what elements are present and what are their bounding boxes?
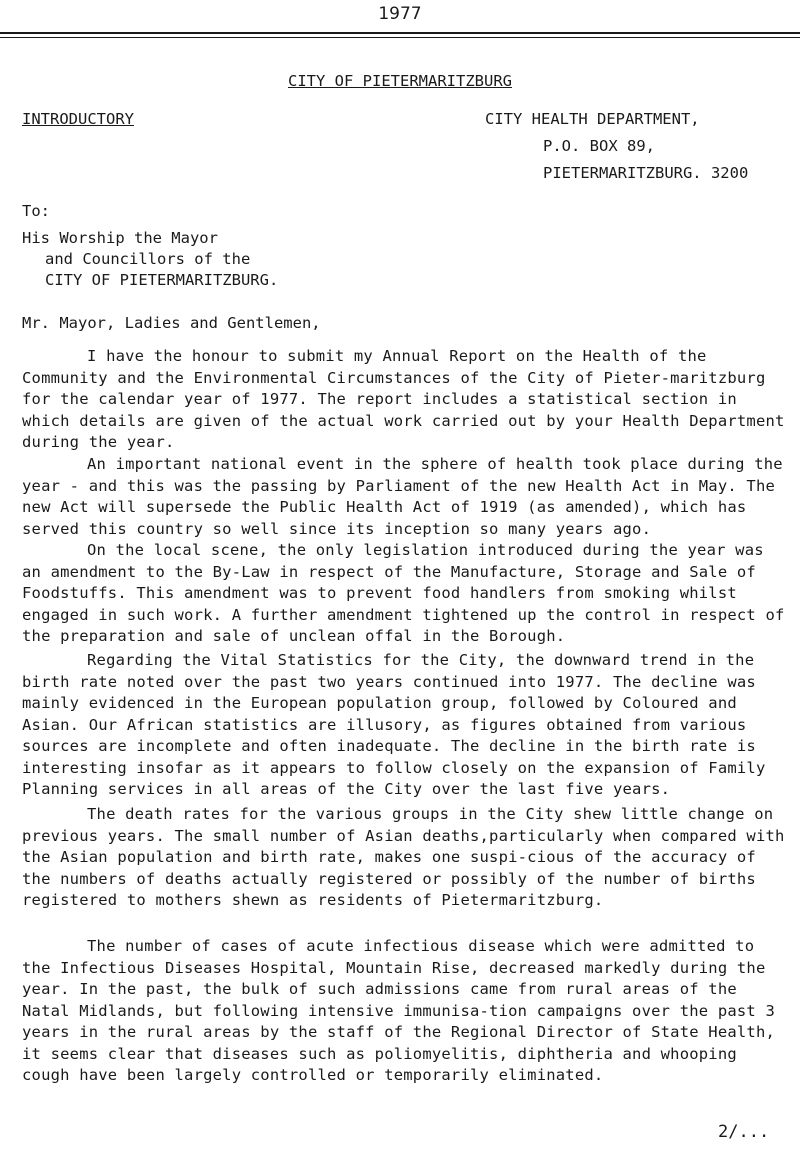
paragraph-death-rates [22, 804, 792, 912]
department-city-postcode: PIETERMARITZBURG. 3200 [543, 164, 749, 182]
page-number: 1977 [378, 4, 422, 24]
header-rule-thin [0, 37, 800, 38]
paragraph-local-legislation [22, 540, 792, 648]
paragraph-text: The number of cases of acute infectious disease which were admitted to the Infectious Diseases Hospital, Mountain Rise, decreased markedly during the year. In the past, the bulk of such admissions came from rural areas of the Natal Midlands, but following intensive immunisa-tion campaigns over the past 3 years in the rural areas by the staff of the Regional Director of State Health, it seems clear that diseases such as poliomyelitis, diphtheria and whooping cough have been largely controlled or temporarily eliminated. [22, 937, 776, 1084]
addressee-line-2: and Councillors of the [45, 250, 251, 268]
header-rule-thick [0, 32, 800, 34]
paragraph-text: Regarding the Vital Statistics for the City, the downward trend in the birth rate noted over the past two years continued into 1977. The decline was mainly evidenced in the European population group, followed by Coloured and Asian. Our African statistics are illusory, as figures obtained from various sources are incomplete and often inadequate. The decline in the birth rate is interesting insofar as it appears to follow closely on the expansion of Family Planning services in all areas of the City over the last five years. [22, 651, 766, 798]
department-name: CITY HEALTH DEPARTMENT, [485, 110, 700, 128]
department-po-box: P.O. BOX 89, [543, 137, 655, 155]
section-heading: INTRODUCTORY [22, 110, 134, 128]
salutation: Mr. Mayor, Ladies and Gentlemen, [22, 314, 321, 332]
paragraph-health-act [22, 454, 792, 540]
addressee-line-3: CITY OF PIETERMARITZBURG. [45, 271, 279, 289]
paragraph-text: The death rates for the various groups in the City shew little change on previous years. The small number of Asian deaths,particularly when compared with the Asian population and birth rate, makes one suspi-cious of the accuracy of the numbers of deaths actually registered or possibly of the number of births registered to mothers shewn as residents of Pietermaritzburg. [22, 805, 785, 909]
addressee-line-1: His Worship the Mayor [22, 229, 218, 247]
city-title: CITY OF PIETERMARITZBURG [288, 72, 512, 90]
to-label: To: [22, 202, 50, 220]
paragraph-infectious-disease [22, 936, 792, 1087]
paragraph-text: An important national event in the sphere of health took place during the year - and this was the passing by Parliament of the new Health Act in May. The new Act will supersede the Public Health Act of 1919 (as amended), which has served this country so well since its inception so many years ago. [22, 455, 783, 538]
paragraph-text: I have the honour to submit my Annual Report on the Health of the Community and the Environmental Circumstances of the City of Pieter-maritzburg for the calendar year of 1977. The report includes a statistical section in which details are given of the actual work carried out by your Health Department during the year. [22, 347, 785, 451]
paragraph-text: On the local scene, the only legislation introduced during the year was an amendment to the By-Law in respect of the Manufacture, Storage and Sale of Foodstuffs. This amendment was to prevent food handlers from smoking whilst engaged in such work. A further amendment tightened up the control in respect of the preparation and sale of unclean offal in the Borough. [22, 541, 785, 645]
paragraph-vital-statistics [22, 650, 792, 801]
paragraph-report-intro [22, 346, 792, 454]
continuation-marker: 2/... [718, 1122, 770, 1142]
